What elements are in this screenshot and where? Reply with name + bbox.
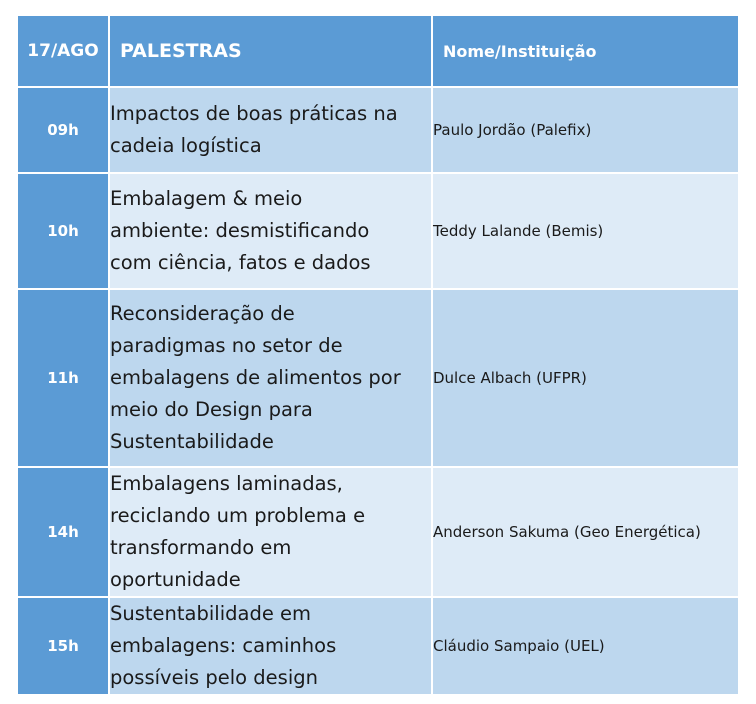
talk-line: embalagens de alimentos por bbox=[110, 366, 401, 389]
talk-line: oportunidade bbox=[110, 568, 241, 591]
header-speaker: Nome/Instituição bbox=[432, 16, 738, 87]
talk-cell bbox=[109, 467, 432, 597]
speaker-cell: Teddy Lalande (Bemis) bbox=[432, 173, 738, 289]
talk-line: Embalagem & meio bbox=[110, 187, 303, 210]
time-cell: 10h bbox=[18, 173, 109, 289]
talk-cell bbox=[109, 597, 432, 694]
talk-line: cadeia logística bbox=[110, 134, 262, 157]
talk-line: Sustentabilidade em bbox=[110, 602, 312, 625]
time-cell: 14h bbox=[18, 467, 109, 597]
talk-line: transformando em bbox=[110, 536, 292, 559]
schedule-table bbox=[18, 16, 738, 694]
talk-line: possíveis pelo design bbox=[110, 666, 318, 689]
talk-line: Embalagens laminadas, bbox=[110, 472, 343, 495]
speaker-cell: Cláudio Sampaio (UEL) bbox=[432, 597, 738, 694]
table-row bbox=[18, 173, 738, 289]
talk-line: Reconsideração de bbox=[110, 302, 295, 325]
header-talks: PALESTRAS bbox=[109, 16, 432, 87]
time-cell: 11h bbox=[18, 289, 109, 467]
talk-line: Impactos de boas práticas na bbox=[110, 102, 398, 125]
talk-line: embalagens: caminhos bbox=[110, 634, 337, 657]
talk-cell bbox=[109, 173, 432, 289]
table-row bbox=[18, 87, 738, 173]
talk-cell bbox=[109, 289, 432, 467]
time-cell: 09h bbox=[18, 87, 109, 173]
table-row bbox=[18, 289, 738, 467]
time-cell: 15h bbox=[18, 597, 109, 694]
speaker-cell: Dulce Albach (UFPR) bbox=[432, 289, 738, 467]
table-row bbox=[18, 597, 738, 694]
header-row bbox=[18, 16, 738, 87]
talk-line: paradigmas no setor de bbox=[110, 334, 343, 357]
talk-line: com ciência, fatos e dados bbox=[110, 251, 371, 274]
table-row bbox=[18, 467, 738, 597]
talk-line: reciclando um problema e bbox=[110, 504, 366, 527]
talk-line: Sustentabilidade bbox=[110, 430, 274, 453]
speaker-cell: Paulo Jordão (Palefix) bbox=[432, 87, 738, 173]
header-date: 17/AGO bbox=[18, 16, 109, 87]
talk-cell bbox=[109, 87, 432, 173]
talk-line: ambiente: desmistificando bbox=[110, 219, 370, 242]
talk-line: meio do Design para bbox=[110, 398, 313, 421]
speaker-cell: Anderson Sakuma (Geo Energética) bbox=[432, 467, 738, 597]
